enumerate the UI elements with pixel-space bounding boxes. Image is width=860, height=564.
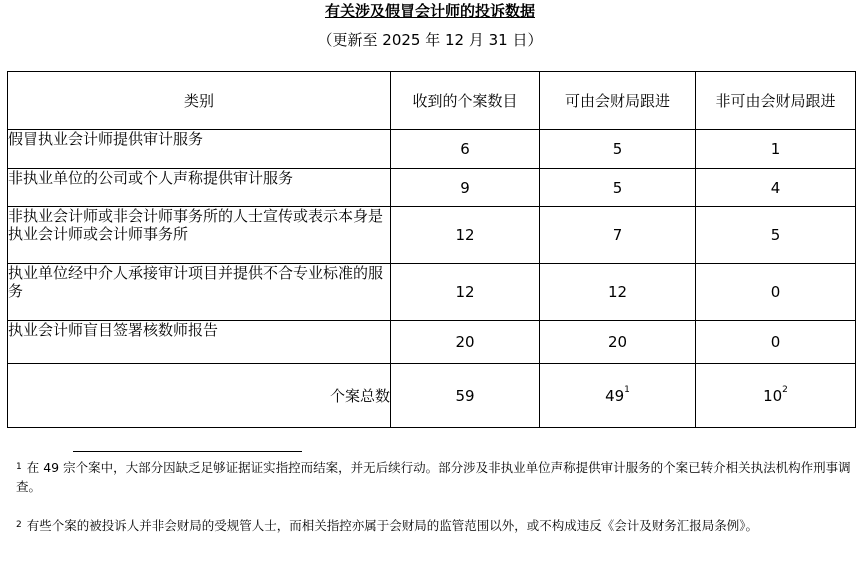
total-non-followable-cell	[696, 364, 856, 428]
received-cell: 12	[391, 207, 540, 264]
header-received: 收到的个案数目	[391, 72, 540, 130]
footnote-2	[16, 516, 852, 535]
category-cell: 执业单位经中介人承接审计项目并提供不合专业标准的服务	[8, 264, 391, 321]
category-cell: 假冒执业会计师提供审计服务	[8, 130, 391, 169]
received-cell: 12	[391, 264, 540, 321]
followable-cell: 7	[540, 207, 696, 264]
footnote-text: 有些个案的被投诉人并非会财局的受规管人士，而相关指控亦属于会财局的监管范围以外，或不构成违反《会计及财务汇报局条例》。	[26, 518, 758, 533]
page-title-text: 有关涉及假冒会计师的投诉数据	[324, 2, 535, 20]
footnote-ref-2: 2	[782, 384, 788, 395]
header-followable: 可由会财局跟进	[540, 72, 696, 130]
table-row	[8, 207, 856, 264]
non-followable-cell: 5	[696, 207, 856, 264]
footnote-divider	[73, 451, 302, 452]
footnote-1	[16, 458, 852, 496]
followable-cell: 5	[540, 130, 696, 169]
table-row	[8, 169, 856, 207]
non-followable-cell: 1	[696, 130, 856, 169]
followable-cell: 5	[540, 169, 696, 207]
non-followable-cell: 0	[696, 264, 856, 321]
non-followable-cell: 0	[696, 321, 856, 364]
footnote-marker: 2	[16, 520, 22, 530]
category-cell: 执业会计师盲目签署核数师报告	[8, 321, 391, 364]
total-row	[8, 364, 856, 428]
footnote-ref-1: 1	[624, 384, 630, 395]
total-label: 个案总数	[8, 364, 391, 428]
page-subtitle: （更新至 2025 年 12 月 31 日）	[317, 31, 543, 49]
total-followable-cell	[540, 364, 696, 428]
table-row	[8, 130, 856, 169]
header-category: 类别	[8, 72, 391, 130]
footnote-marker: 1	[16, 462, 22, 472]
non-followable-cell: 4	[696, 169, 856, 207]
followable-cell: 20	[540, 321, 696, 364]
complaints-table	[7, 71, 856, 428]
table-row	[8, 264, 856, 321]
total-received: 59	[391, 364, 540, 428]
total-followable: 49	[605, 386, 625, 405]
table-row	[8, 321, 856, 364]
category-cell: 非执业单位的公司或个人声称提供审计服务	[8, 169, 391, 207]
table-header-row	[8, 72, 856, 130]
received-cell: 20	[391, 321, 540, 364]
page-title	[0, 0, 860, 21]
received-cell: 6	[391, 130, 540, 169]
footnote-text: 在 49 宗个案中，大部分因缺乏足够证据证实指控而结案，并无后续行动。部分涉及非执业单位声称提供审计服务的个案已转介相关执法机构作刑事调查。	[16, 460, 851, 494]
received-cell: 9	[391, 169, 540, 207]
followable-cell: 12	[540, 264, 696, 321]
total-non-followable: 10	[763, 386, 783, 405]
category-cell: 非执业会计师或非会计师事务所的人士宣传或表示本身是执业会计师或会计师事务所	[8, 207, 391, 264]
header-non-followable: 非可由会财局跟进	[696, 72, 856, 130]
